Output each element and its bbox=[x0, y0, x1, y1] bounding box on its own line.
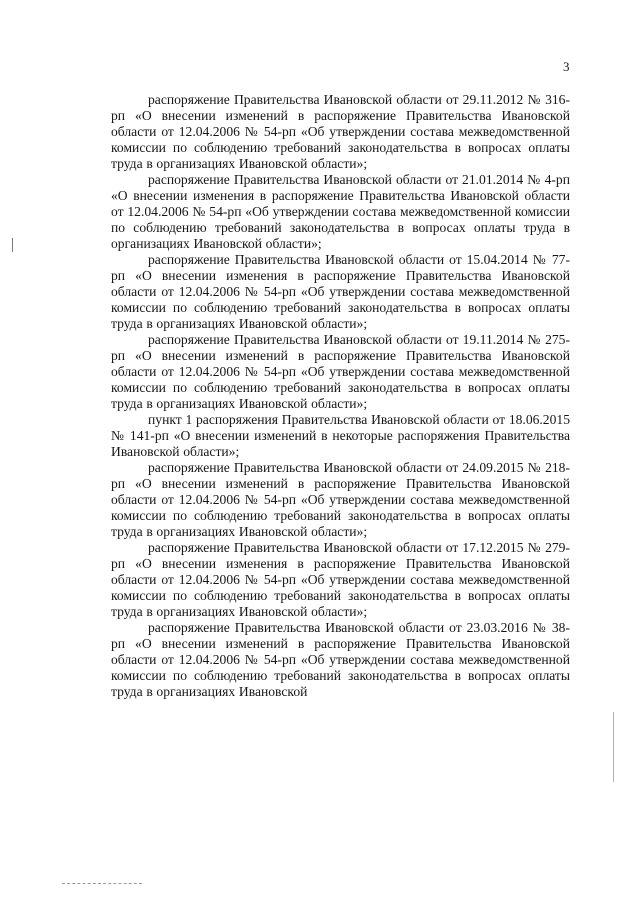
list-item: распоряжение Правительства Ивановской области от 21.01.2014 № 4-рп «О внесении изменения в распоряжение Правительства Ивановской области от 12.04.2006 № 54-рп «Об утверждении состава межведомственной комиссии по соблюдению требований законодательства в вопросах оплаты труда в организациях Ивановской области»; bbox=[111, 172, 570, 251]
list-item: распоряжение Правительства Ивановской области от 17.12.2015 № 279-рп «О внесении изменения в распоряжение Правительства Ивановской области от 12.04.2006 № 54-рп «Об утверждении состава межведомственной комиссии по соблюдению требований законодательства в вопросах оплаты труда в организациях Ивановской области»; bbox=[111, 540, 570, 619]
scan-artifact bbox=[62, 883, 142, 884]
list-item: пункт 1 распоряжения Правительства Ивановской области от 18.06.2015 № 141-рп «О внесении изменений в некоторые распоряжения Правительства Ивановской области»; bbox=[111, 412, 570, 459]
list-item: распоряжение Правительства Ивановской области от 23.03.2016 № 38-рп «О внесении изменений в распоряжение Правительства Ивановской области от 12.04.2006 № 54-рп «Об утверждении состава межведомственной комиссии по соблюдению требований законодательства в вопросах оплаты труда в организациях Ивановской bbox=[111, 620, 570, 699]
list-item: распоряжение Правительства Ивановской области от 24.09.2015 № 218-рп «О внесении изменений в распоряжение Правительства Ивановской области от 12.04.2006 № 54-рп «Об утверждении состава межведомственной комиссии по соблюдению требований законодательства в вопросах оплаты труда в организациях Ивановской области»; bbox=[111, 460, 570, 539]
scan-artifact bbox=[613, 712, 614, 782]
scan-artifact bbox=[12, 238, 13, 252]
list-item: распоряжение Правительства Ивановской области от 15.04.2014 № 77-рп «О внесении изменения в распоряжение Правительства Ивановской области от 12.04.2006 № 54-рп «Об утверждении состава межведомственной комиссии по соблюдению требований законодательства в вопросах оплаты труда в организациях Ивановской области»; bbox=[111, 252, 570, 331]
list-item: распоряжение Правительства Ивановской области от 19.11.2014 № 275-рп «О внесении изменений в распоряжение Правительства Ивановской области от 12.04.2006 № 54-рп «Об утверждении состава межведомственной комиссии по соблюдению требований законодательства в вопросах оплаты труда в организациях Ивановской области»; bbox=[111, 332, 570, 411]
document-body bbox=[111, 92, 570, 700]
list-item: распоряжение Правительства Ивановской области от 29.11.2012 № 316-рп «О внесении изменений в распоряжение Правительства Ивановской области от 12.04.2006 № 54-рп «Об утверждении состава межведомственной комиссии по соблюдению требований законодательства в вопросах оплаты труда в организациях Ивановской области»; bbox=[111, 92, 570, 171]
page-number: 3 bbox=[563, 59, 570, 74]
